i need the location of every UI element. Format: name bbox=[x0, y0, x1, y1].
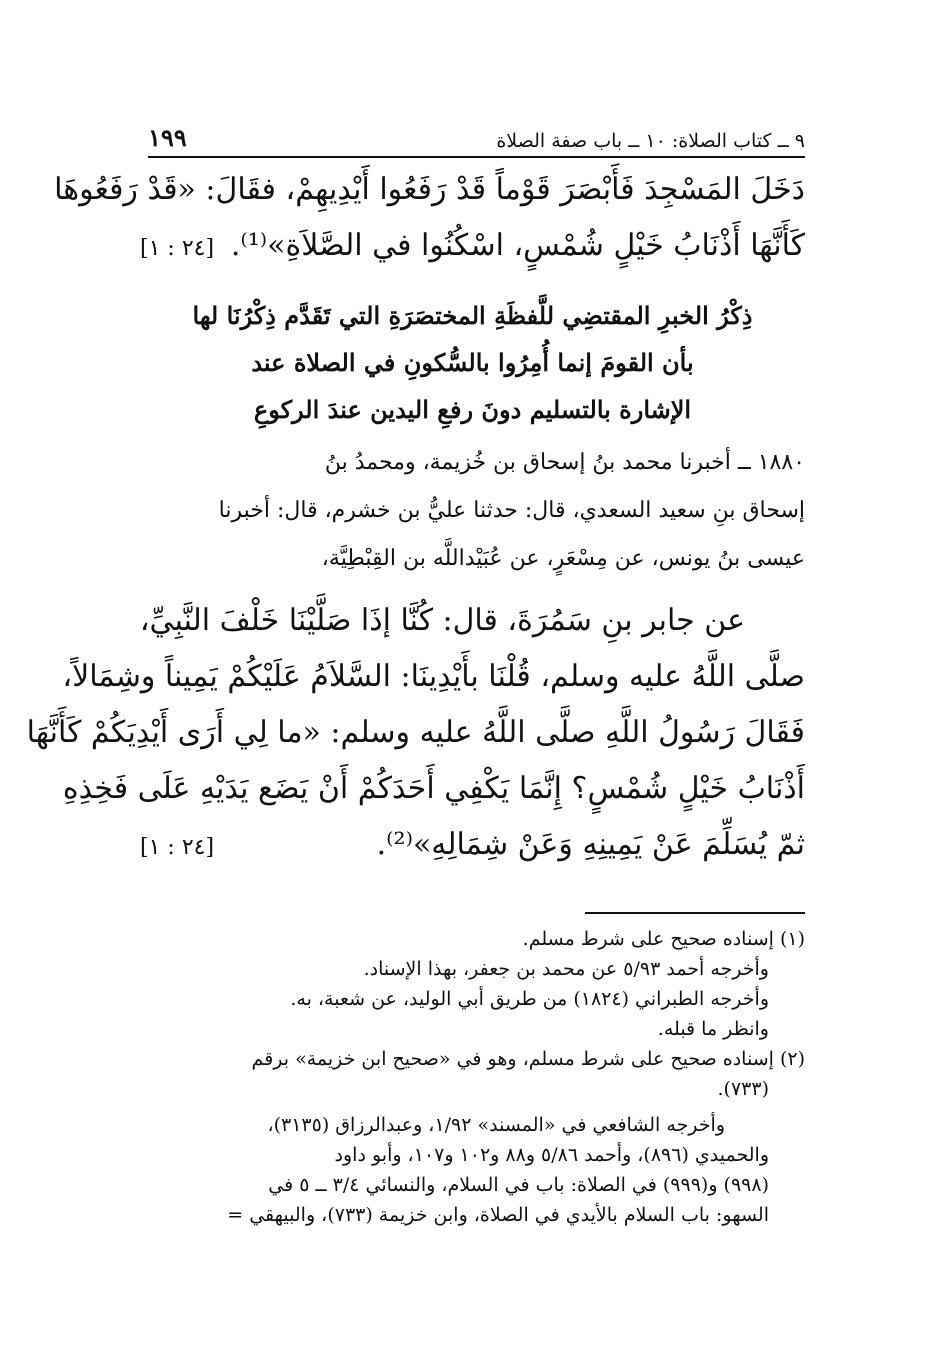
text-line: عيسى بنُ يونس، عن مِسْعَرٍ، عن عُبَيْداللَّه بن القِبْطِيَّة، bbox=[321, 546, 805, 571]
text-line: فَقَالَ رَسُولُ اللَّهِ صلَّى اللَّهُ عليه وسلم: «ما لِي أَرَى أَيْدِيَكُمْ كَأَنَّهَا bbox=[26, 715, 805, 750]
section-heading bbox=[150, 292, 795, 433]
running-title: ٩ ــ كتاب الصلاة: ١٠ ــ باب صفة الصلاة bbox=[496, 130, 805, 152]
footnote-line: والحميدي (٨٩٦)، وأحمد ٥/٨٦ و٨٨ و١٠٢ و١٠٧، وأبو داود bbox=[334, 1144, 769, 1166]
footnote-line: وأخرجه الطبراني (١٨٢٤) من طريق أبي الوليد، عن شعبة، به. bbox=[290, 988, 769, 1010]
heading-line: الإشارة بالتسليم دونَ رفعِ اليدين عندَ الركوعِ bbox=[253, 395, 692, 424]
paragraph-continuation bbox=[54, 172, 805, 284]
footnote-line: وأخرجه أحمد ٥/٩٣ عن محمد بن جعفر، بهذا الإسناد. bbox=[363, 958, 769, 980]
footnote-line: وأخرجه الشافعي في «المسند» ١/٩٢، وعبدالرزاق (٣١٣٥)، bbox=[267, 1114, 725, 1136]
text-line: صلَّى اللَّهُ عليه وسلم، قُلْنَا بأَيْدِينَا: السَّلاَمُ عَلَيْكُمْ يَمِيناً وشِمَالاً، bbox=[62, 659, 805, 694]
text-line: دَخَلَ المَسْجِدَ فَأَبْصَرَ قَوْماً قَدْ رَفَعُوا أَيْدِيهِمْ، فقَالَ: «قَدْ رَفَعُوهَا bbox=[54, 172, 805, 207]
isnad-paragraph bbox=[140, 450, 805, 594]
text-line: أَذْنَابُ خَيْلٍ شُمْسٍ؟ إِنَّمَا يَكْفِي أَحَدَكُمْ أَنْ يَضَع يَدَيْهِ عَلَى فَخِذِهِ bbox=[62, 771, 805, 806]
footnote-separator bbox=[585, 912, 805, 914]
text-line: كَأَنَّهَا أَذْنَابُ خَيْلٍ شُمْسٍ، اسْكُنُوا في الصَّلاَةِ»⁽¹⁾. [٢٤ : ١] bbox=[140, 228, 805, 263]
footnote-line: وانظر ما قبله. bbox=[657, 1018, 769, 1040]
matn-paragraph bbox=[26, 603, 805, 883]
footnote-line: السهو: باب السلام بالأيدي في الصلاة، وابن خزيمة (٧٣٣)، والبيهقي = bbox=[227, 1204, 769, 1226]
text-line: عن جابر بنِ سَمُرَةَ، قال: كُنَّا إذَا صَلَّيْنَا خَلْفَ النَّبِيِّ، bbox=[139, 603, 745, 638]
hadith-reference: [٢٤ : ١] bbox=[140, 236, 215, 261]
footnote-line: (١) إسناده صحيح على شرط مسلم. bbox=[522, 928, 805, 950]
text-line: إسحاق بنِ سعيد السعدي، قال: حدثنا عليُّ بن خشرم، قال: أخبرنا bbox=[218, 498, 805, 523]
footnote-line: (٢) إسناده صحيح على شرط مسلم، وهو في «صحيح ابن خزيمة» برقم bbox=[251, 1048, 805, 1070]
hadith-reference: [٢٤ : ١] bbox=[140, 835, 215, 860]
running-header bbox=[148, 118, 805, 158]
heading-line: ذِكْرُ الخبرِ المقتضِي للَّفظَةِ المختصَرَةِ التي تَقَدَّم ذِكْرُنَا لها bbox=[192, 301, 753, 330]
page-number: ١٩٩ bbox=[148, 123, 187, 152]
text-line: ثمّ يُسَلِّمَ عَنْ يَمِينِهِ وَعَنْ شِمَالِهِ»⁽²⁾. [٢٤ : ١] bbox=[140, 827, 805, 862]
heading-line: بأن القومَ إنما أُمِرُوا بالسُّكونِ في الصلاة عند bbox=[251, 348, 694, 377]
footnote-line: (٧٣٣). bbox=[717, 1078, 769, 1100]
text-line: ١٨٨٠ ــ أخبرنا محمد بنُ إسحاق بن خُزيمة، ومحمدُ بنُ bbox=[324, 450, 805, 475]
footnote-line: (٩٩٨) و(٩٩٩) في الصلاة: باب في السلام، والنسائي ٣/٤ ــ ٥ في bbox=[268, 1174, 769, 1196]
footnotes bbox=[140, 928, 805, 1234]
